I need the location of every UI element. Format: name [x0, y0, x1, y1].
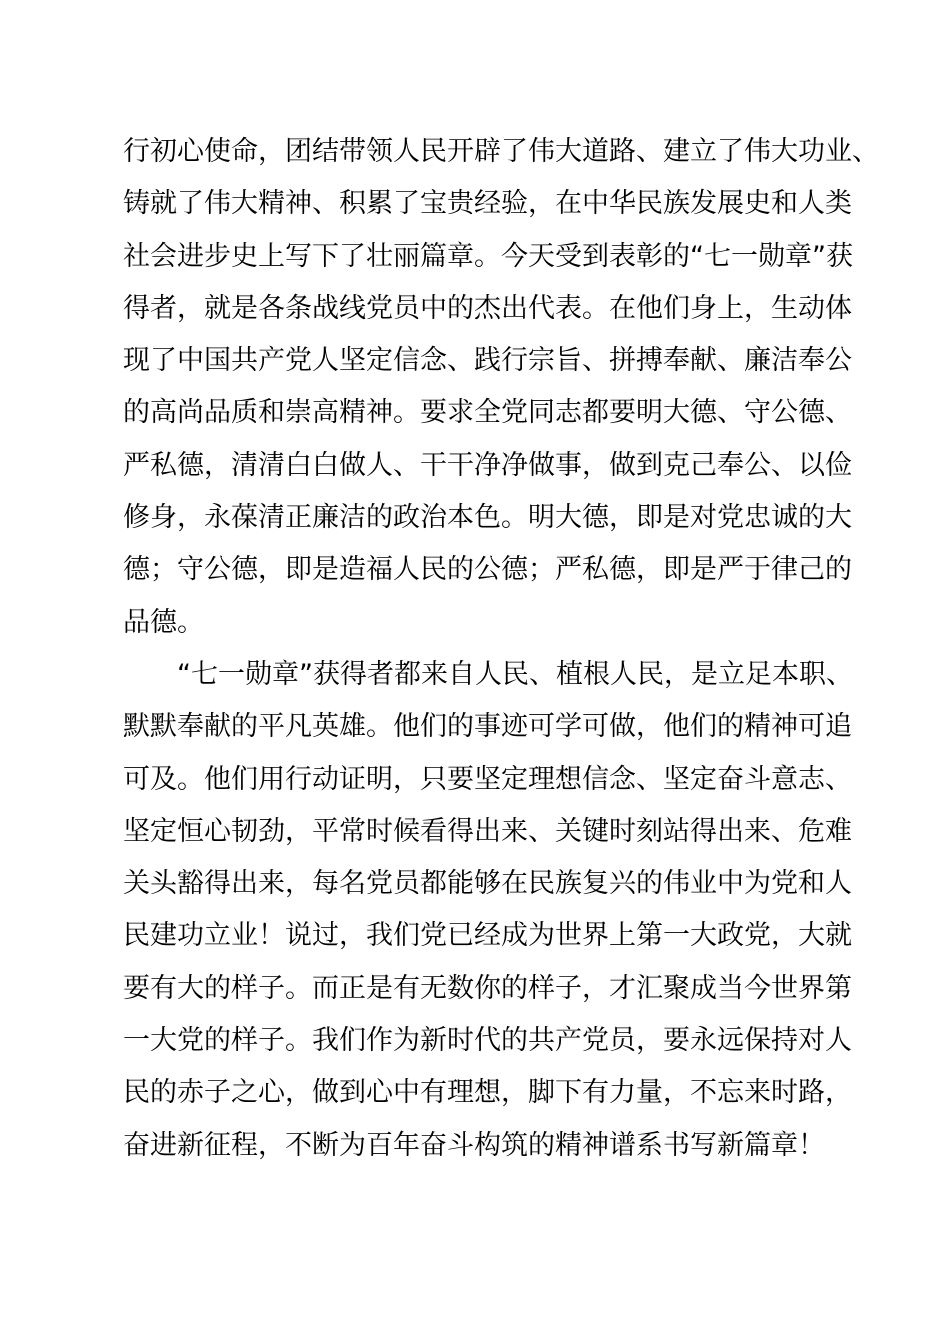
paragraph-line: 社会进步史上写下了壮丽篇章。今天受到表彰的“七一勋章”获: [123, 240, 853, 272]
paragraph-line: 要有大的样子。而正是有无数你的样子，才汇聚成当今世界第: [123, 972, 852, 1004]
document-body: [123, 126, 879, 1172]
paragraph-line: 可及。他们用行动证明，只要坚定理想信念、坚定奋斗意志、: [123, 763, 852, 795]
paragraph-line: 修身，永葆清正廉洁的政治本色。明大德，即是对党忠诚的大: [123, 502, 852, 534]
paragraph-line: “七一勋章”获得者都来自人民、植根人民，是立足本职、: [177, 658, 853, 690]
paragraph-2: [123, 649, 853, 1172]
paragraph-line: 的高尚品质和崇高精神。要求全党同志都要明大德、守公德、: [123, 397, 852, 429]
paragraph-line: 品德。: [123, 606, 204, 638]
paragraph-line: 关头豁得出来，每名党员都能够在民族复兴的伟业中为党和人: [123, 868, 852, 900]
paragraph-line: 默默奉献的平凡英雄。他们的事迹可学可做，他们的精神可追: [123, 711, 852, 743]
paragraph-line: 一大党的样子。我们作为新时代的共产党员，要永远保持对人: [123, 1025, 852, 1057]
paragraph-line: 民建功立业！说过，我们党已经成为世界上第一大政党，大就: [123, 920, 852, 952]
paragraph-line: 奋进新征程，不断为百年奋斗构筑的精神谱系书写新篇章！: [123, 1129, 825, 1161]
paragraph-line: 行初心使命，团结带领人民开辟了伟大道路、建立了伟大功业、: [123, 136, 879, 167]
paragraph-line: 现了中国共产党人坚定信念、践行宗旨、拼搏奉献、廉洁奉公: [123, 345, 852, 377]
paragraph-line: 德；守公德，即是造福人民的公德；严私德，即是严于律己的: [123, 554, 852, 586]
paragraph-line: 民的赤子之心，做到心中有理想，脚下有力量，不忘来时路，: [123, 1077, 852, 1109]
paragraph-line: 得者，就是各条战线党员中的杰出代表。在他们身上，生动体: [123, 292, 852, 324]
paragraph-1: [123, 126, 879, 649]
paragraph-line: 坚定恒心韧劲，平常时候看得出来、关键时刻站得出来、危难: [123, 815, 852, 847]
paragraph-line: 严私德，清清白白做人、干干净净做事，做到克己奉公、以俭: [123, 449, 852, 481]
paragraph-line: 铸就了伟大精神、积累了宝贵经验，在中华民族发展史和人类: [123, 188, 852, 220]
